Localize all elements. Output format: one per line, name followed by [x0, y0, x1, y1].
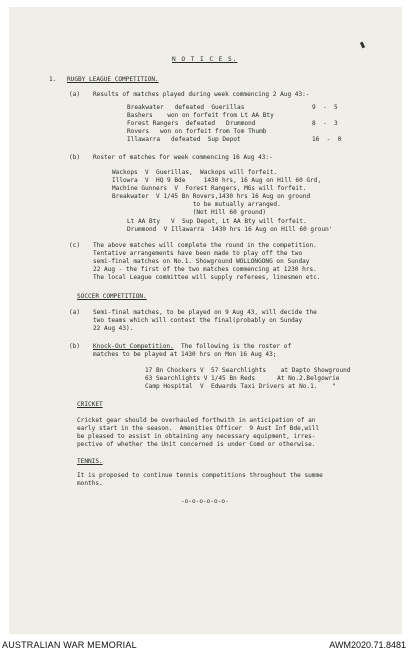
soccer-heading: SOCCER COMPETITION.	[77, 293, 147, 300]
rugby-c-label: (c)	[69, 242, 81, 249]
paragraph-line: semi-final matches on No.1. Showground WOLLONGONG on Sunday	[93, 258, 310, 265]
paragraph-line: The above matches will complete the round in the competition.	[93, 242, 317, 249]
match-line: Camp Hospital V Edwards Taxi Drivers at No.1. "	[145, 383, 336, 390]
paragraph-line: early start in the season. Amenities Officer 9 Aust Inf Bde,will	[77, 425, 320, 432]
document-page	[9, 7, 402, 634]
paragraph-line: Semi-final matches, to be played on 9 Aug 43, will decide the	[93, 309, 317, 316]
footer-accession-number: AWM2020.71.8481	[329, 640, 406, 650]
cricket-heading: CRICKET	[77, 401, 103, 408]
paragraph-line: Tentative arrangements have been made to play off the two	[93, 250, 303, 257]
rugby-heading: RUGBY LEAGUE COMPETITION.	[67, 76, 159, 83]
pin-mark-icon	[360, 42, 365, 49]
match-line: 63 Searchlights V 1/45 Bn Reds At No.2.Belgowrie	[145, 375, 340, 382]
paragraph-line: two teams which will contest the final(probably on Sunday	[93, 317, 303, 324]
end-marker: -o-o-o-o-o-o-	[181, 498, 229, 505]
knockout-underline	[93, 343, 174, 350]
notices-title: N O T I C E S.	[172, 56, 238, 63]
paragraph-line: be pleased to assist in obtaining any necessary equipment, irres-	[77, 433, 316, 440]
result-score: 9 - 5	[312, 104, 338, 111]
roster-line: Wackops V Guerillas, Wackops will forfeit.	[112, 169, 278, 176]
roster-line: Breakwater V 1/45 Bn Rovers,1430 hrs 16 Aug on ground	[112, 193, 311, 200]
paragraph-line: 22 Aug 43).	[93, 325, 134, 332]
rugby-b-intro: Roster of matches for week commencing 16 Aug 43:-	[93, 154, 273, 161]
match-line: 17 Bn Chockers V 57 Searchlights at Dapto Showground	[145, 367, 351, 374]
notices-document	[9, 7, 402, 634]
result-line: Rovers won on forfeit from Tom Thumb	[127, 128, 267, 135]
result-line: Breakwater defeated Guerillas	[127, 104, 245, 111]
paragraph-line: 22 Aug - the first of the two matches commencing at 1230 hrs.	[93, 266, 317, 273]
soccer-b-label: (b)	[69, 343, 81, 350]
result-line: Forest Rangers defeated Drummond	[127, 120, 256, 127]
tennis-heading: TENNIS.	[77, 458, 103, 465]
rugby-number: 1.	[49, 76, 57, 83]
result-score: 16 - 0	[312, 136, 342, 143]
roster-line: (Not Hill 60 ground)	[112, 209, 267, 216]
rugby-a-intro: Results of matches played during week commencing 2 Aug 43:-	[93, 91, 310, 98]
result-line: Bashers won on forfeit from Lt AA Bty	[127, 112, 274, 119]
roster-line: Illowra V HQ 9 Bde 1430 hrs, 16 Aug on Hill 60 Grd,	[112, 177, 322, 184]
paragraph-line: The local League committee will supply referees, linesmen etc.	[93, 274, 321, 281]
paragraph-line: pective of whether the Unit concerned is under Comd or otherwise.	[77, 441, 316, 448]
result-line: Illawarra defeated Sup Depot	[127, 136, 241, 143]
paragraph-line: It is proposed to continue tennis competitions throughout the summe	[77, 472, 323, 479]
roster-line: Lt AA Bty V Sup Depot, Lt AA Bty will forfeit.	[127, 218, 307, 225]
roster-line: Machine Gunners V Forest Rangers, MGs will forfeit.	[112, 185, 307, 192]
archive-footer	[0, 636, 410, 653]
roster-line: Drummond V Illawarra 1430 hrs 16 Aug on Hill 60 groun'	[127, 226, 333, 233]
rugby-a-label: (a)	[69, 91, 81, 98]
soccer-b-line-1: Knock-Out Competition. The following is the roster of	[93, 343, 292, 350]
paragraph-line: Cricket gear should be overhauled forthwith in anticipation of an	[77, 417, 316, 424]
rugby-b-label: (b)	[69, 154, 81, 161]
soccer-a-label: (a)	[69, 309, 81, 316]
soccer-b-line-2: matches to be played at 1430 hrs on Mon 16 Aug 43;	[93, 351, 277, 358]
result-score: 8 - 3	[312, 120, 338, 127]
footer-institution: AUSTRALIAN WAR MEMORIAL	[2, 640, 137, 650]
roster-line: to be mutually arranged.	[112, 201, 281, 208]
paragraph-line: months.	[77, 480, 103, 487]
